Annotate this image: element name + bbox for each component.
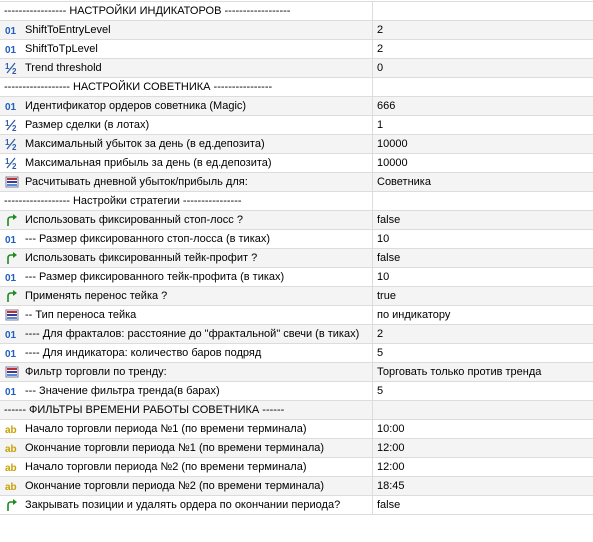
section-title: ------ ФИЛЬТРЫ ВРЕМЕНИ РАБОТЫ СОВЕТНИКА ------ <box>4 404 285 416</box>
double-param-icon <box>4 61 20 75</box>
parameter-value[interactable]: 5 <box>377 385 384 397</box>
parameter-name-cell <box>0 458 373 476</box>
svg-text:1: 1 <box>5 157 10 166</box>
parameter-name-cell <box>0 173 373 191</box>
parameter-value-cell[interactable] <box>373 97 593 115</box>
svg-text:ab: ab <box>5 463 17 473</box>
string-param-icon <box>4 422 20 436</box>
parameter-value-cell[interactable] <box>373 287 593 305</box>
parameter-name-cell <box>0 97 373 115</box>
parameter-name-cell <box>0 401 373 419</box>
enum-param-icon <box>4 175 20 189</box>
parameter-row[interactable] <box>0 230 593 249</box>
svg-text:01: 01 <box>5 235 17 245</box>
string-param-icon <box>4 441 20 455</box>
parameter-row[interactable] <box>0 97 593 116</box>
parameter-label: Применять перенос тейка ? <box>25 290 168 302</box>
parameter-value[interactable]: 10000 <box>377 138 408 150</box>
parameter-label: Начало торговли периода №2 (по времени терминала) <box>25 461 307 473</box>
double-param-icon <box>4 137 20 151</box>
parameter-value-cell[interactable] <box>373 363 593 381</box>
parameter-value[interactable]: 10 <box>377 271 390 283</box>
parameter-row[interactable] <box>0 249 593 268</box>
parameter-value[interactable]: 12:00 <box>377 461 405 473</box>
parameter-value-cell[interactable] <box>373 211 593 229</box>
parameter-value-cell[interactable] <box>373 325 593 343</box>
parameter-value[interactable]: false <box>377 499 401 511</box>
parameter-value-cell[interactable] <box>373 230 593 248</box>
parameter-label: Использовать фиксированный стоп-лосс ? <box>25 214 243 226</box>
parameter-name-cell <box>0 78 373 96</box>
section-header-row <box>0 401 593 420</box>
parameter-name-cell <box>0 344 373 362</box>
parameter-value-cell[interactable] <box>373 154 593 172</box>
parameters-grid <box>0 1 593 515</box>
int-param-icon <box>4 232 20 246</box>
parameter-label: Идентификатор ордеров советника (Magic) <box>25 100 247 112</box>
parameter-row[interactable] <box>0 21 593 40</box>
parameter-row[interactable] <box>0 154 593 173</box>
parameter-row[interactable] <box>0 439 593 458</box>
parameter-label: Закрывать позиции и удалять ордера по окончании периода? <box>25 499 341 511</box>
parameter-row[interactable] <box>0 116 593 135</box>
parameter-name-cell <box>0 2 373 20</box>
parameter-name-cell <box>0 287 373 305</box>
parameter-value[interactable]: 666 <box>377 100 396 112</box>
svg-text:01: 01 <box>5 349 17 359</box>
parameter-value-cell[interactable] <box>373 173 593 191</box>
parameter-row[interactable] <box>0 325 593 344</box>
parameter-value[interactable]: 10 <box>377 233 390 245</box>
parameter-value[interactable]: 10000 <box>377 157 408 169</box>
parameter-value-cell[interactable] <box>373 249 593 267</box>
svg-text:2: 2 <box>12 124 17 131</box>
parameter-row[interactable] <box>0 287 593 306</box>
parameter-value[interactable]: 2 <box>377 43 384 55</box>
svg-text:1: 1 <box>5 119 10 128</box>
svg-text:ab: ab <box>5 425 17 435</box>
svg-text:01: 01 <box>5 387 17 397</box>
int-param-icon <box>4 23 20 37</box>
parameter-value[interactable]: 5 <box>377 347 384 359</box>
parameter-value-cell[interactable] <box>373 420 593 438</box>
parameter-name-cell <box>0 496 373 514</box>
parameter-label: Начало торговли периода №1 (по времени терминала) <box>25 423 307 435</box>
svg-text:01: 01 <box>5 273 17 283</box>
parameter-name-cell <box>0 268 373 286</box>
parameter-name-cell <box>0 477 373 495</box>
section-header-row <box>0 192 593 211</box>
parameter-value-cell[interactable] <box>373 306 593 324</box>
parameter-name-cell <box>0 382 373 400</box>
parameter-row[interactable] <box>0 458 593 477</box>
parameter-label: ShiftToEntryLevel <box>25 24 111 36</box>
parameter-row[interactable] <box>0 496 593 515</box>
parameter-row[interactable] <box>0 344 593 363</box>
parameter-row[interactable] <box>0 135 593 154</box>
section-header-row <box>0 78 593 97</box>
parameter-value[interactable]: 18:45 <box>377 480 405 492</box>
parameter-row[interactable] <box>0 477 593 496</box>
parameter-name-cell <box>0 420 373 438</box>
parameter-value-cell[interactable] <box>373 458 593 476</box>
svg-text:2: 2 <box>12 143 17 150</box>
parameter-name-cell <box>0 211 373 229</box>
string-param-icon <box>4 460 20 474</box>
enum-param-icon <box>4 365 20 379</box>
svg-text:ab: ab <box>5 482 17 492</box>
parameter-value-cell[interactable] <box>373 477 593 495</box>
parameter-value-cell[interactable] <box>373 496 593 514</box>
svg-text:1: 1 <box>5 138 10 147</box>
parameter-name-cell <box>0 230 373 248</box>
parameter-name-cell <box>0 135 373 153</box>
parameter-value[interactable]: 12:00 <box>377 442 405 454</box>
parameter-value-cell[interactable] <box>373 268 593 286</box>
parameter-label: Размер сделки (в лотах) <box>25 119 150 131</box>
parameter-value[interactable]: false <box>377 214 401 226</box>
parameter-value[interactable]: true <box>377 290 396 302</box>
parameter-value[interactable]: 2 <box>377 328 384 340</box>
parameter-value[interactable]: по индикатору <box>377 309 451 321</box>
section-title: ----------------- НАСТРОЙКИ ИНДИКАТОРОВ ------------------ <box>4 5 291 17</box>
svg-text:2: 2 <box>12 162 17 169</box>
parameter-name-cell <box>0 59 373 77</box>
parameter-value-cell[interactable] <box>373 135 593 153</box>
parameter-name-cell <box>0 249 373 267</box>
parameter-row[interactable] <box>0 173 593 192</box>
parameter-label: Использовать фиксированный тейк-профит ? <box>25 252 258 264</box>
parameter-value-cell[interactable] <box>373 344 593 362</box>
parameter-label: --- Размер фиксированного стоп-лосса (в тиках) <box>25 233 271 245</box>
svg-text:2: 2 <box>12 67 17 74</box>
svg-text:01: 01 <box>5 26 17 36</box>
parameter-label: -- Тип переноса тейка <box>25 309 137 321</box>
parameter-name-cell <box>0 154 373 172</box>
int-param-icon <box>4 42 20 56</box>
parameter-name-cell <box>0 306 373 324</box>
parameter-label: Фильтр торговли по тренду: <box>25 366 167 378</box>
section-title: ------------------ НАСТРОЙКИ СОВЕТНИКА ---------------- <box>4 81 273 93</box>
parameter-value[interactable]: 0 <box>377 62 384 74</box>
parameter-label: ShiftToTpLevel <box>25 43 98 55</box>
parameter-name-cell <box>0 325 373 343</box>
parameter-label: Окончание торговли периода №1 (по времени терминала) <box>25 442 325 454</box>
parameter-row[interactable] <box>0 59 593 78</box>
parameter-value-cell[interactable] <box>373 40 593 58</box>
section-header-row <box>0 2 593 21</box>
double-param-icon <box>4 118 20 132</box>
enum-param-icon <box>4 308 20 322</box>
parameter-value-cell[interactable] <box>373 382 593 400</box>
parameter-name-cell <box>0 116 373 134</box>
parameter-name-cell <box>0 363 373 381</box>
section-title: ------------------ Настройки стратегии ---------------- <box>4 195 242 207</box>
bool-param-icon <box>4 213 20 227</box>
int-param-icon <box>4 346 20 360</box>
svg-text:1: 1 <box>5 62 10 71</box>
parameter-name-cell <box>0 439 373 457</box>
parameter-name-cell <box>0 192 373 210</box>
parameter-value[interactable]: Советника <box>377 176 431 188</box>
parameter-value-cell <box>373 192 593 210</box>
parameter-name-cell <box>0 40 373 58</box>
parameter-row[interactable] <box>0 306 593 325</box>
parameter-label: ---- Для фракталов: расстояние до "фрактальной" свечи (в тиках) <box>25 328 360 340</box>
parameter-label: --- Значение фильтра тренда(в барах) <box>25 385 220 397</box>
parameter-value[interactable]: 2 <box>377 24 384 36</box>
parameter-label: ---- Для индикатора: количество баров подряд <box>25 347 262 359</box>
parameter-value-cell <box>373 2 593 20</box>
parameter-value-cell[interactable] <box>373 59 593 77</box>
int-param-icon <box>4 384 20 398</box>
parameter-value-cell <box>373 401 593 419</box>
parameter-value[interactable]: Торговать только против тренда <box>377 366 542 378</box>
bool-param-icon <box>4 251 20 265</box>
parameter-row[interactable] <box>0 382 593 401</box>
svg-text:ab: ab <box>5 444 17 454</box>
string-param-icon <box>4 479 20 493</box>
parameter-row[interactable] <box>0 40 593 59</box>
int-param-icon <box>4 270 20 284</box>
bool-param-icon <box>4 498 20 512</box>
parameter-row[interactable] <box>0 268 593 287</box>
parameter-value-cell[interactable] <box>373 116 593 134</box>
parameter-value-cell[interactable] <box>373 439 593 457</box>
parameter-label: Trend threshold <box>25 62 102 74</box>
parameter-row[interactable] <box>0 363 593 382</box>
parameter-label: Максимальная прибыль за день (в ед.депозита) <box>25 157 272 169</box>
svg-text:01: 01 <box>5 45 17 55</box>
int-param-icon <box>4 327 20 341</box>
int-param-icon <box>4 99 20 113</box>
parameter-label: --- Размер фиксированного тейк-профита (в тиках) <box>25 271 285 283</box>
parameter-row[interactable] <box>0 420 593 439</box>
svg-text:01: 01 <box>5 102 17 112</box>
parameter-value[interactable]: 1 <box>377 119 384 131</box>
parameter-label: Максимальный убыток за день (в ед.депозита) <box>25 138 265 150</box>
parameter-label: Расчитывать дневной убыток/прибыль для: <box>25 176 248 188</box>
parameter-row[interactable] <box>0 211 593 230</box>
parameter-value-cell[interactable] <box>373 21 593 39</box>
svg-text:01: 01 <box>5 330 17 340</box>
parameter-label: Окончание торговли периода №2 (по времени терминала) <box>25 480 325 492</box>
bool-param-icon <box>4 289 20 303</box>
double-param-icon <box>4 156 20 170</box>
parameter-value-cell <box>373 78 593 96</box>
parameter-value[interactable]: false <box>377 252 401 264</box>
parameter-name-cell <box>0 21 373 39</box>
parameter-value[interactable]: 10:00 <box>377 423 405 435</box>
